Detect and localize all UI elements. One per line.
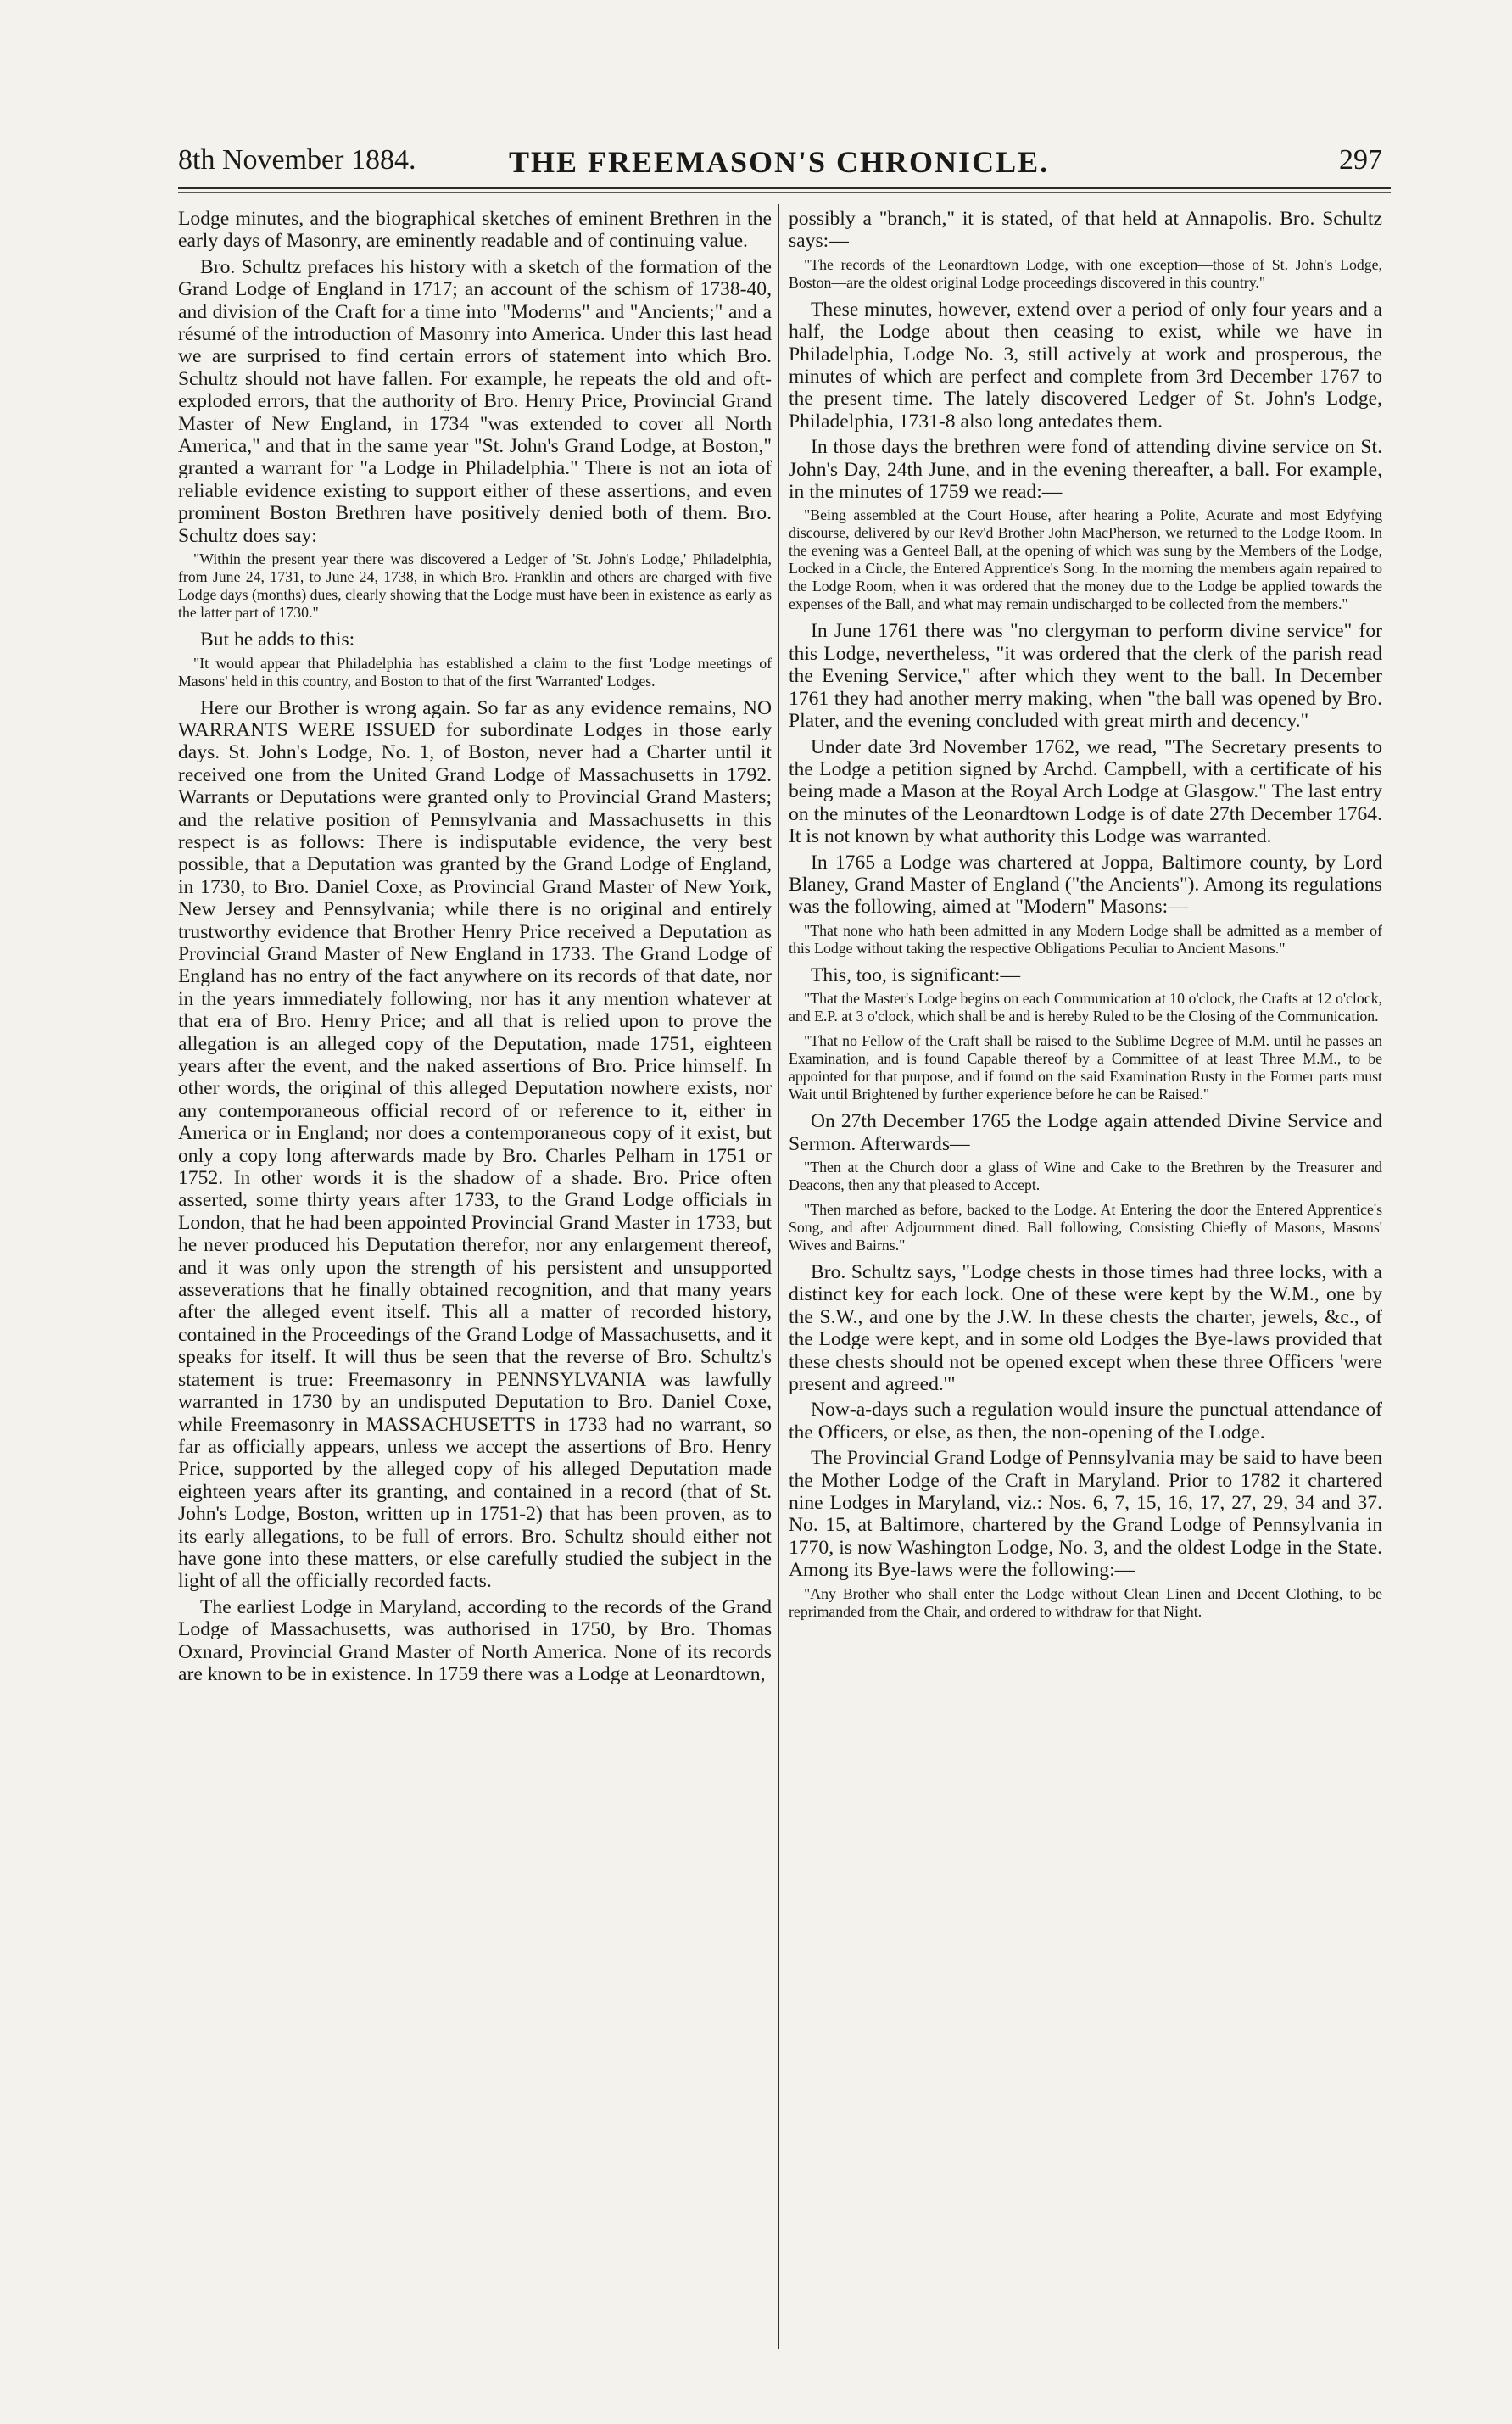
paragraph: Here our Brother is wrong again. So far as any evidence remains, NO WARRANTS WERE ISSUED for subordinate Lodges in those early days. St. John's Lodge, No. 1, of Boston, never had a Charter until it received one from the United Grand Lodge of Massachusetts in 1792. Warrants or Deputations were granted only to Provincial Grand Masters; and the relative position of Pennsylvania and Massachusetts in this respect is as follows: There is indisputable evidence, the very best possible, that a Deputation was granted by the Grand Lodge of England, in 1730, to Bro. Daniel Coxe, as Provincial Grand Master of New York, New Jersey and Pennsylvania; while there is no original and entirely trustworthy evidence that Brother Henry Price received a Deputation as Provincial Grand Master of New England in 1733. The Grand Lodge of England has no entry of the fact anywhere on its records of that date, nor in the years immediately following, nor has it any mention whatever at that era of Bro. Henry Price; and all that is relied upon to prove the allegation is an alleged copy of the Deputation, made 1751, eighteen years after the event, and the naked assertions of Bro. Price himself. In other words, the original of this alleged Deputation nowhere exists, nor any contemporaneous official record of or reference to it, either in America or in England; nor does a contemporaneous copy of it exist, but only a copy long afterwards made by Bro. Charles Pelham in 1751 or 1752. In other words it is the shadow of a shade. Bro. Price often asserted, some thirty years after 1733, to the Grand Lodge officials in London, that he had been appointed Provincial Grand Master in 1733, but he never produced his Deputation therefor, nor any enlargement thereof, and it was only upon the strength of his persistent and unsupported asseverations that he finally obtained recognition, and that many years after the alleged event itself. This all a matter of recorded history, contained in the Proceedings of the Grand Lodge of Massachusetts, and it speaks for itself. It will thus be seen that the reverse of Bro. Schultz's statement is true: Freemasonry in PENNSYLVANIA was lawfully warranted in 1730 by an undisputed Deputation to Bro. Daniel Coxe, while Freemasonry in MASSACHUSETTS in 1733 had no warrant, so far as officially appears, unless we accept the assertions of Bro. Henry Price, supported by the alleged copy of his alleged Deputation made eighteen years after its granting, and contained in a record (that of St. John's Lodge, Boston, written up in 1751-2) that has been proven, as to its early allegations, to be full of errors. Bro. Schultz should either not have gone into these matters, or else carefully studied the subject in the light of all the officially recorded facts.: [178, 696, 772, 1593]
paragraph: These minutes, however, extend over a period of only four years and a half, the Lodge about then ceasing to exist, while we have in Philadelphia, Lodge No. 3, still actively at work and prosperous, the minutes of which are perfect and complete from 3rd December 1767 to the present time. The lately discovered Ledger of St. John's Lodge, Philadelphia, 1731-8 also long antedates them.: [789, 298, 1382, 433]
column-divider: [778, 204, 779, 2349]
paragraph: In June 1761 there was "no clergyman to perform divine service" for this Lodge, nevertheless, "it was ordered that the clerk of the parish read the Evening Service," after which they went to the ball. In December 1761 they had another merry making, when "the ball was opened by Bro. Plater, and the evening concluded with great mirth and decency.": [789, 620, 1382, 733]
page-number: 297: [1339, 144, 1382, 176]
paragraph: In 1765 a Lodge was chartered at Joppa, Baltimore county, by Lord Blaney, Grand Master of England ("the Ancients"). Among its regulations was the following, aimed at "Modern" Masons:—: [789, 851, 1382, 919]
paragraph: But he adds to this:: [200, 628, 355, 651]
paragraph: Under date 3rd November 1762, we read, "The Secretary presents to the Lodge a petition signed by Archd. Campbell, with a certificate of his being made a Mason at the Royal Arch Lodge at Glasgow." The last entry on the minutes of the Leonardtown Lodge is of date 27th December 1764. It is not known by what authority this Lodge was warranted.: [789, 735, 1382, 848]
paragraph: The earliest Lodge in Maryland, according to the records of the Grand Lodge of Massachusetts, was authorised in 1750, by Bro. Thomas Oxnard, Provincial Grand Master of North America. None of its records are known to be in existence. In 1759 there was a Lodge at Leonardtown,: [178, 1595, 772, 1685]
quoted-extract: "That the Master's Lodge begins on each Communication at 10 o'clock, the Crafts at 12 o'clock, and E.P. at 3 o'clock, which shall be and is hereby Ruled to be the Closing of the Communication.: [789, 990, 1382, 1025]
newspaper-title: THE FREEMASON'S CHRONICLE.: [509, 145, 1050, 179]
left-column: [178, 208, 772, 2345]
quoted-extract: "Then marched as before, backed to the Lodge. At Entering the door the Entered Apprentice's Song, and after Adjournment dined. Ball following, Consisting Chiefly of Masons, Masons' Wives and Bairns.": [789, 1200, 1382, 1254]
paragraph: Bro. Schultz prefaces his history with a sketch of the formation of the Grand Lodge of England in 1717; an account of the schism of 1738-40, and division of the Craft for a time into "Moderns" and "Ancients;" and a résumé of the introduction of Masonry into America. Under this last head we are surprised to find certain errors of statement into which Bro. Schultz should not have fallen. For example, he repeats the old and oft-exploded errors, that the authority of Bro. Henry Price, Provincial Grand Master of New England, in 1734 "was extended to cover all North America," and that in the same year "St. John's Grand Lodge, at Boston," granted a warrant for "a Lodge in Philadelphia." There is not an iota of reliable evidence existing to support either of these assertions, and even prominent Boston Brethren have positively denied both of them. Bro. Schultz does say:: [178, 255, 772, 547]
paragraph: This, too, is significant:—: [811, 963, 1021, 986]
header-rule: [178, 187, 1391, 189]
paragraph: Now-a-days such a regulation would insure the punctual attendance of the Officers, or else, as then, the non-opening of the Lodge.: [789, 1399, 1382, 1444]
paragraph: possibly a "branch," it is stated, of that held at Annapolis. Bro. Schultz says:—: [789, 208, 1382, 253]
quoted-extract: "Being assembled at the Court House, after hearing a Polite, Acurate and most Edyfying discourse, delivered by our Rev'd Brother John MacPherson, we returned to the Lodge Room. In the evening was a Genteel Ball, at the opening of which was sung by the Members of the Lodge, Locked in a Circle, the Entered Apprentice's Song. In the morning the members again repaired to the Lodge Room, when it was ordered that the money due to the Lodge be applied towards the expenses of the Ball, and what may remain undischarged to be collected from the members.": [789, 506, 1382, 613]
paragraph: In those days the brethren were fond of attending divine service on St. John's Day, 24th June, and in the evening thereafter, a ball. For example, in the minutes of 1759 we read:—: [789, 436, 1382, 504]
quoted-extract: "Within the present year there was discovered a Ledger of 'St. John's Lodge,' Philadelphia, from June 24, 1731, to June 24, 1738, in which Bro. Franklin and others are charged with five Lodge days (months) dues, clearly showing that the Lodge must have been in existence as early as the latter part of 1730.": [178, 550, 772, 622]
quoted-extract: "It would appear that Philadelphia has established a claim to the first 'Lodge meetings of Masons' held in this country, and Boston to that of the first 'Warranted' Lodges.: [178, 654, 772, 690]
paragraph: The Provincial Grand Lodge of Pennsylvania may be said to have been the Mother Lodge of the Craft in Maryland. Prior to 1782 it chartered nine Lodges in Maryland, viz.: Nos. 6, 7, 15, 16, 17, 27, 29, 34 and 37. No. 15, at Baltimore, chartered by the Grand Lodge of Pennsylvania in 1770, is now Washington Lodge, No. 3, and the oldest Lodge in the State. Among its Bye-laws were the following:—: [789, 1447, 1382, 1582]
quoted-extract: "The records of the Leonardtown Lodge, with one exception—those of St. John's Lodge, Boston—are the oldest original Lodge proceedings discovered in this country.": [789, 255, 1382, 291]
quoted-extract: "Then at the Church door a glass of Wine and Cake to the Brethren by the Treasurer and Deacons, then any that pleased to Accept.: [789, 1158, 1382, 1193]
quoted-extract: "That none who hath been admitted in any Modern Lodge shall be admitted as a member of this Lodge without taking the respective Obligations Peculiar to Ancient Masons.": [789, 921, 1382, 957]
paragraph: Lodge minutes, and the biographical sketches of eminent Brethren in the early days of Masonry, are eminently readable and of continuing value.: [178, 208, 772, 253]
issue-date: 8th November 1884.: [178, 144, 416, 176]
paragraph: Bro. Schultz says, "Lodge chests in those times had three locks, with a distinct key for each lock. One of these were kept by the W.M., one by the S.W., and one by the J.W. In these chests the charter, jewels, &c., of the Lodge were kept, and in some old Lodges the Bye-laws provided that these chests should not be opened except when these three Officers 'were present and agreed.'": [789, 1260, 1382, 1395]
quoted-extract: "That no Fellow of the Craft shall be raised to the Sublime Degree of M.M. until he passes an Examination, and is found Capable thereof by a Committee of at least Three M.M., to be appointed for that purpose, and if found on the said Examination Rusty in the Former parts must Wait until Brightened by further experience before he can be Raised.": [789, 1032, 1382, 1103]
paragraph: On 27th December 1765 the Lodge again attended Divine Service and Sermon. Afterwards—: [789, 1110, 1382, 1155]
header-rule-thin: [178, 192, 1391, 193]
quoted-extract: "Any Brother who shall enter the Lodge without Clean Linen and Decent Clothing, to be reprimanded from the Chair, and ordered to withdraw for that Night.: [789, 1584, 1382, 1620]
right-column: [789, 208, 1382, 2345]
